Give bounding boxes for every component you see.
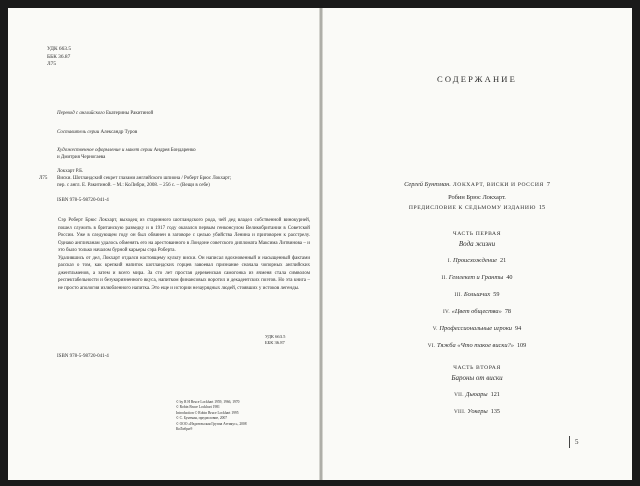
author-mark: Л75 <box>47 61 57 68</box>
folio-rule <box>569 436 570 448</box>
bbk-line: ББК 36.87 <box>47 53 71 60</box>
compiler-label: Составитель серии <box>57 130 100 135</box>
chapter-number: VII. <box>454 392 464 398</box>
chapter-page: 40 <box>506 274 513 281</box>
toc-entry-preface-2-author: Робин Брюс Локхарт. <box>448 194 506 201</box>
catalog-line: пер. с англ. Е. Ракитиной. – М.: КоЛибри, 2008. – 256 с. – (Вещи в себе) <box>57 183 210 189</box>
toc-entry-title: ПРЕДИСЛОВИЕ К СЕДЬМОМУ ИЗДАНИЮ <box>408 205 536 211</box>
copyright-block <box>176 400 316 432</box>
chapter-number: II. <box>441 275 448 281</box>
udk-line: УДК 663.5 <box>47 46 72 52</box>
toc-title: СОДЕРЖАНИЕ <box>436 74 518 84</box>
toc-entry-chapter <box>322 325 632 333</box>
udk-block-top <box>47 46 71 69</box>
udk-block-bottom <box>265 334 285 346</box>
toc-entry-page: 15 <box>538 204 546 211</box>
toc-entry-chapter <box>322 291 632 299</box>
chapter-number: V. <box>432 326 438 332</box>
toc-entry-chapter <box>322 408 632 416</box>
toc-entry-page: 7 <box>546 181 550 188</box>
copyright-line: © by R H Bruce Lockhart 1959, 1966, 1970 <box>176 400 240 404</box>
chapter-title: Происхождение <box>453 257 497 264</box>
isbn-small: ISBN 978-5-98720-041-4 <box>57 198 109 203</box>
chapter-title: Дьюары <box>465 391 488 398</box>
right-page <box>322 8 632 480</box>
chapter-page: 21 <box>500 257 507 264</box>
translator-name: Екатерины Ракитиной <box>104 111 154 116</box>
part-two-title: Бароны от виски <box>451 374 503 382</box>
catalog-line: Виски. Шотландский секрет глазами английского шпиона / Роберт Брюс Локхарт; <box>57 176 232 181</box>
chapter-title: «Цвет общества» <box>451 308 502 315</box>
bbk-line: ББК 36.87 <box>265 340 285 345</box>
catalog-code: Л75 <box>39 176 48 181</box>
chapter-number: VIII. <box>453 409 466 415</box>
copyright-line: КоЛибри® <box>176 427 193 432</box>
annotation <box>58 217 310 292</box>
design-credit <box>57 147 196 162</box>
toc-entry-chapter <box>322 308 632 316</box>
udk-line: УДК 663.5 <box>265 334 286 339</box>
book-spread <box>8 8 632 480</box>
left-page <box>8 8 320 480</box>
chapter-title: Большчих <box>463 291 491 298</box>
toc-entry-preface-1 <box>322 181 632 189</box>
toc-entry-chapter <box>322 274 632 282</box>
design-name-2: и Дмитрия Черногаева <box>57 155 106 161</box>
toc-entry-preface-2 <box>322 204 632 212</box>
part-one-title: Вода жизни <box>458 240 496 248</box>
copyright-line: © С. Бунтман, предисловие, 2007 <box>176 416 228 421</box>
part-one-label: ЧАСТЬ ПЕРВАЯ <box>452 231 502 237</box>
copyright-line: © ООО «Издательская Группа Аттикус», 2008 <box>176 421 247 426</box>
translator-credit <box>57 110 153 117</box>
chapter-title: Уокеры <box>467 408 488 415</box>
toc-entry-title: ЛОКХАРТ, ВИСКИ И РОССИЯ <box>450 182 544 188</box>
series-compiler-credit <box>57 129 137 136</box>
toc-entry-author: Сергей Бунтман. <box>404 181 451 188</box>
chapter-number: I. <box>447 258 452 264</box>
page-number <box>569 436 579 448</box>
copyright-line: Introduction © Robin Bruce Lockhart 1995 <box>176 410 239 415</box>
chapter-page: 121 <box>490 391 500 398</box>
catalog-author: Локхарт Р.Б. <box>57 169 84 174</box>
page-number-value: 5 <box>575 438 579 446</box>
design-label: Художественное оформление и макет серии <box>57 148 153 153</box>
translator-label: Перевод с английского <box>57 111 105 116</box>
isbn: ISBN 978-5-98720-041-4 <box>57 354 109 359</box>
design-name: Андрея Бондаренко <box>152 148 196 153</box>
chapter-page: 78 <box>504 308 511 315</box>
catalog-description <box>57 175 231 190</box>
chapter-page: 135 <box>490 408 500 415</box>
annotation-paragraph: Сэр Роберт Брюс Локхарт, выходец из старинного шотландского рода, чей дед владел собственной винокурней, пошел служить в британскую разведку и в 1917 году оказался первым генконсулом Великобритании в Советской России. Уже в следующем году он был обвинен в заговоре с целью убийства Ленина и приговорен к расстрелу. Однако англичанам удалось обменять его на арестованного в Лондоне советского дипломата Максима Литвинова – и это было только началом бурной карьеры сэра Роберта. <box>58 218 310 253</box>
copyright-line: © Robin Bruce Lockhart 1981 <box>176 405 220 410</box>
toc-entry-chapter <box>322 342 632 350</box>
chapter-title: Профессиональные игроки <box>439 325 513 332</box>
chapter-number: IV. <box>443 309 451 315</box>
compiler-name: Александр Туров <box>99 130 138 135</box>
chapter-title: Тяжба «Что такое виски?» <box>437 342 514 349</box>
part-two-label: ЧАСТЬ ВТОРАЯ <box>453 365 501 371</box>
chapter-title: Гемлекет и Гранты <box>448 274 504 281</box>
chapter-number: VI. <box>427 343 436 349</box>
toc-entry-chapter <box>322 257 632 265</box>
chapter-page: 59 <box>493 291 500 298</box>
chapter-number: III. <box>454 292 463 298</box>
annotation-paragraph: Удалившись от дел, Локхарт отдался настоящему культу виски. Он написал вдохновенный и насыщенный фактами рассказ о том, как крепкий напиток шотландских горцев завоевал признание сначала чопорных английских джентльменов, а затем и всего мира. За сто лет простая деревенская самогонка из ячменя стала символом респектабельности и безукоризненного вкуса, напитком финансовых воротил и декадентских поэтов. Но эта книга – не просто апология излюбленного напитка. Это еще и истории незаурядных людей, стоявших у истоков легенды. <box>58 255 310 291</box>
chapter-page: 94 <box>515 325 522 332</box>
toc-entry-chapter <box>322 391 632 399</box>
chapter-page: 109 <box>516 342 527 349</box>
